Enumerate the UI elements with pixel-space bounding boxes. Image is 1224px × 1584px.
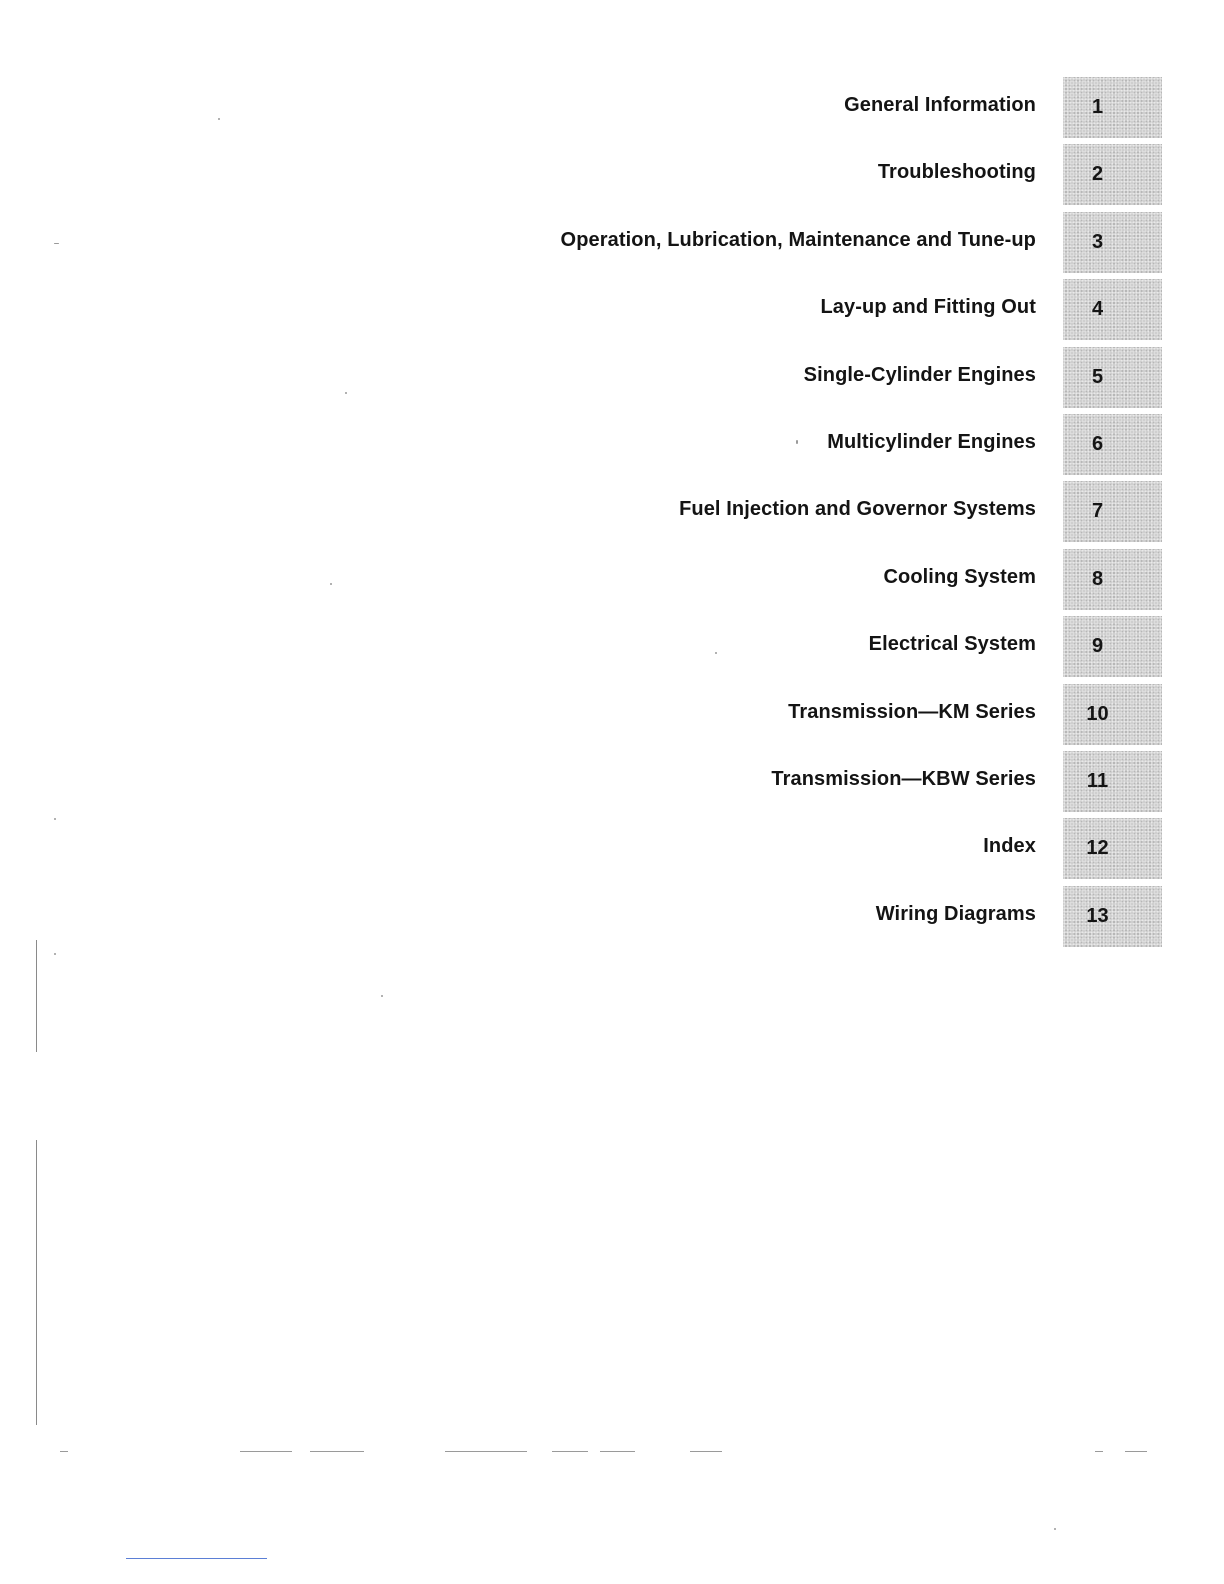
toc-entry-troubleshooting[interactable] — [0, 143, 1224, 210]
section-tab-number: 6 — [1091, 432, 1104, 455]
section-tab-number: 1 — [1091, 96, 1104, 118]
scan-speck — [218, 118, 220, 120]
toc-entry-title: Cooling System — [883, 565, 1036, 588]
toc-entry-general-information[interactable] — [0, 76, 1224, 143]
toc-entry-title: Single-Cylinder Engines — [803, 363, 1036, 386]
section-tab[interactable] — [1063, 481, 1162, 542]
toc-entry-fuel-injection[interactable] — [0, 480, 1224, 547]
scan-dash — [240, 1451, 292, 1452]
section-tab-number: 8 — [1091, 567, 1104, 590]
section-tab-number: 2 — [1091, 163, 1104, 186]
section-tab-number: 12 — [1086, 837, 1109, 860]
scan-dash — [310, 1451, 364, 1452]
toc-entry-multicylinder[interactable] — [0, 413, 1224, 480]
toc-entry-electrical-system[interactable] — [0, 615, 1224, 682]
toc-entry-title: Fuel Injection and Governor Systems — [679, 498, 1036, 521]
section-tab-number: 9 — [1091, 635, 1104, 658]
scan-speck — [345, 392, 347, 394]
section-tab[interactable] — [1063, 549, 1162, 610]
toc-entry-title: Transmission—KM Series — [788, 700, 1036, 723]
section-tab-number: 7 — [1091, 500, 1104, 523]
scan-dash — [1125, 1451, 1147, 1452]
scan-speck — [381, 995, 383, 997]
section-tab[interactable] — [1063, 751, 1162, 812]
section-tab[interactable] — [1063, 77, 1162, 138]
scan-margin-line — [36, 1140, 37, 1425]
scan-speck — [54, 818, 56, 820]
scan-blue-rule — [126, 1558, 267, 1559]
toc-entry-title: Operation, Lubrication, Maintenance and Tune-up — [560, 228, 1036, 251]
section-tab-number: 11 — [1086, 769, 1109, 792]
toc-entry-title: Electrical System — [868, 633, 1036, 656]
section-tab[interactable] — [1063, 886, 1162, 947]
scan-margin-line — [36, 940, 37, 1052]
table-of-contents — [0, 76, 1224, 952]
toc-entry-title: General Information — [844, 94, 1036, 116]
scan-dash — [1095, 1451, 1103, 1452]
scan-speck — [330, 583, 332, 585]
scan-dash — [690, 1451, 722, 1452]
section-tab-number: 3 — [1091, 230, 1104, 253]
section-tab-number: 5 — [1091, 365, 1104, 388]
toc-entry-wiring-diagrams[interactable] — [0, 885, 1224, 952]
toc-entry-transmission-kbw[interactable] — [0, 750, 1224, 817]
toc-entry-title: Multicylinder Engines — [827, 430, 1036, 453]
section-tab-number: 13 — [1086, 904, 1109, 927]
toc-entry-lay-up[interactable] — [0, 278, 1224, 345]
section-tab[interactable] — [1063, 818, 1162, 879]
scan-dash — [600, 1451, 635, 1452]
scan-dash — [60, 1451, 68, 1452]
section-tab[interactable] — [1063, 684, 1162, 745]
section-tab[interactable] — [1063, 347, 1162, 408]
section-tab[interactable] — [1063, 279, 1162, 340]
toc-entry-title: Lay-up and Fitting Out — [820, 296, 1036, 319]
toc-entry-title: Transmission—KBW Series — [771, 767, 1036, 790]
scan-speck — [54, 243, 59, 244]
toc-entry-transmission-km[interactable] — [0, 683, 1224, 750]
scan-dash — [552, 1451, 588, 1452]
section-tab[interactable] — [1063, 212, 1162, 273]
toc-entry-operation-lubrication[interactable] — [0, 211, 1224, 278]
section-tab[interactable] — [1063, 414, 1162, 475]
toc-entry-title: Wiring Diagrams — [875, 902, 1036, 925]
toc-entry-title: Index — [983, 835, 1036, 858]
section-tab-number: 4 — [1091, 298, 1104, 321]
toc-entry-index[interactable] — [0, 817, 1224, 884]
scan-speck — [796, 440, 798, 444]
toc-entry-title: Troubleshooting — [877, 161, 1036, 184]
toc-entry-single-cylinder[interactable] — [0, 346, 1224, 413]
scan-speck — [54, 953, 56, 955]
scan-speck — [1054, 1528, 1056, 1530]
section-tab-number: 10 — [1086, 702, 1109, 725]
scan-dash — [445, 1451, 527, 1452]
section-tab[interactable] — [1063, 144, 1162, 205]
section-tab[interactable] — [1063, 616, 1162, 677]
toc-entry-cooling-system[interactable] — [0, 548, 1224, 615]
scan-speck — [715, 652, 717, 654]
